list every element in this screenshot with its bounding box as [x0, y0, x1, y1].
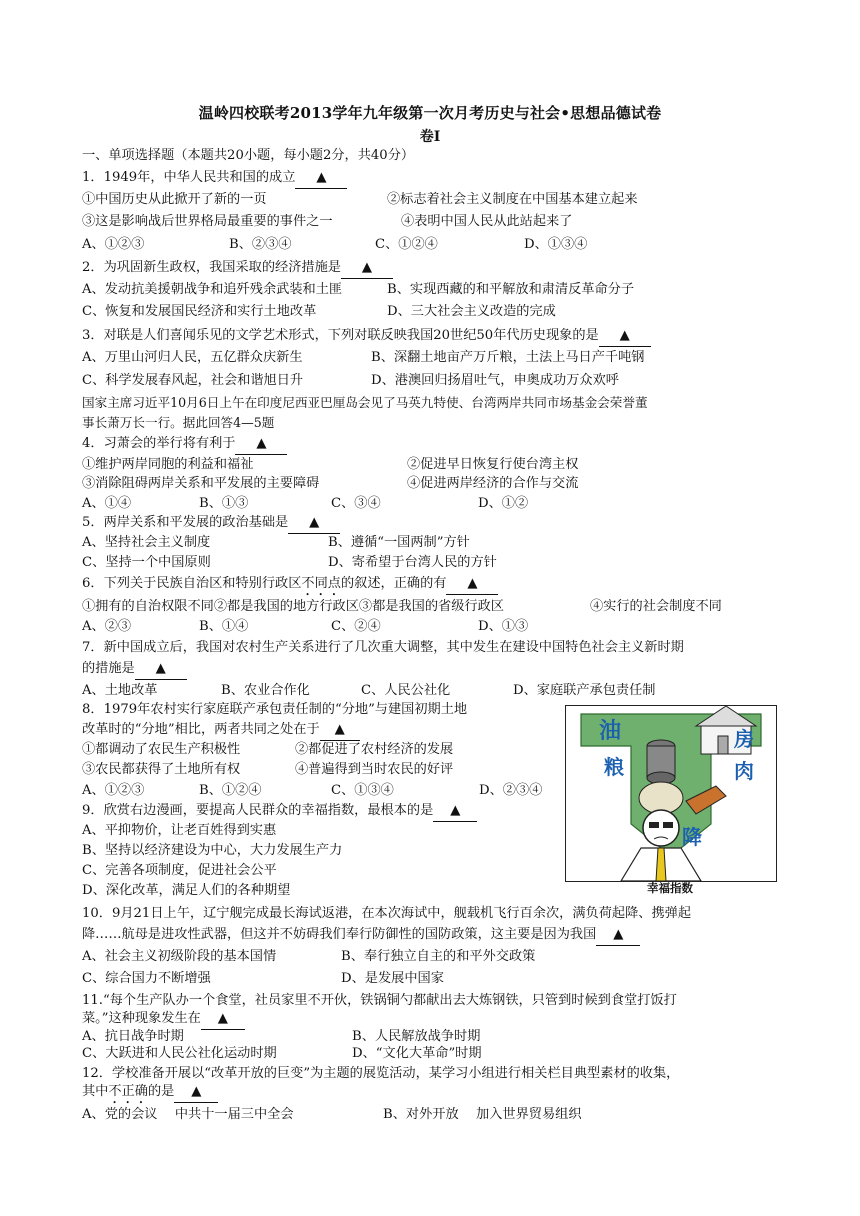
- question-11-stem-line-1: 11.“每个生产队办一个食堂，社员家里不开伙，铁锅铜勺都献出去大炼钢铁，只管到时候到食堂打饭打: [82, 993, 677, 1008]
- question-9-option-c: C、完善各项制度，促进社会公平: [82, 863, 277, 878]
- section-heading: 一、单项选择题（本题共20小题，每小题2分，共40分）: [82, 148, 415, 163]
- question-7-stem-line-2: 的措施是 ▲: [82, 659, 187, 680]
- emphasis-text: 不同点: [301, 576, 341, 591]
- question-6-option-a: A、②③: [82, 619, 132, 634]
- question-11-stem-line-2: 菜。”这种现象发生在 ▲: [82, 1009, 245, 1030]
- answer-blank: ▲: [599, 326, 651, 347]
- question-1-option-d: D、①③④: [524, 237, 588, 252]
- question-8-statement-1: ①都调动了农民生产积极性: [82, 742, 241, 757]
- material-text-line-2: 事长萧万长一行。据此回答4—5题: [82, 415, 275, 430]
- question-9-option-d: D、深化改革，满足人们的各种期望: [82, 883, 291, 898]
- answer-blank: ▲: [174, 1082, 218, 1103]
- question-1-option-c: C、①②④: [375, 237, 438, 252]
- question-5-option-c: C、坚持一个中国原则: [82, 555, 211, 570]
- question-1-stem: 1．1949年，中华人民共和国的成立 ▲: [82, 168, 347, 189]
- cartoon-caption: 幸福指数: [647, 881, 693, 895]
- question-8-statement-3: ③农民都获得了土地所有权: [82, 762, 241, 777]
- answer-blank: ▲: [341, 258, 393, 279]
- question-1-statement-3: ③这是影响战后世界格局最重要的事件之一: [82, 214, 333, 229]
- question-4-statement-2: ②促进早日恢复行使台湾主权: [407, 457, 579, 472]
- question-4-statement-4: ④促进两岸经济的合作与交流: [407, 476, 579, 491]
- material-text-line-1: 国家主席习近平10月6日上午在印度尼西亚巴厘岛会见了马英九特使、台湾两岸共同市场基金会荣誉董: [82, 395, 648, 410]
- question-12-stem-line-1: 12．学校准备开展以“改革开放的巨变”为主题的展览活动，某学习小组进行相关栏目典型素材的收集，: [82, 1066, 680, 1081]
- decrease-label: 降: [682, 825, 702, 849]
- oil-barrel-icon: [647, 740, 675, 784]
- question-4-statement-3: ③消除阻碍两岸关系和平发展的主要障碍: [82, 476, 320, 491]
- question-10-stem-line-2: 降……航母是进攻性武器，但这并不妨碍我们奉行防御性的国防政策，这主要是因为我国 ▲: [82, 925, 640, 946]
- question-4-option-c: C、③④: [331, 496, 381, 511]
- question-4-statement-1: ①维护两岸同胞的利益和福祉: [82, 457, 254, 472]
- question-2-option-d: D、三大社会主义改造的完成: [387, 304, 556, 319]
- question-6-statement-4: ④实行的社会制度不同: [590, 599, 722, 614]
- question-1-option-b: B、②③④: [229, 237, 292, 252]
- answer-blank: ▲: [596, 925, 640, 946]
- question-1-statement-1: ①中国历史从此掀开了新的一页: [82, 192, 267, 207]
- question-12-option-b: B、对外开放 加入世界贸易组织: [383, 1107, 582, 1122]
- question-11-option-d: D、“文化大革命”时期: [352, 1046, 482, 1061]
- question-8-option-d: D、②③④: [479, 783, 543, 798]
- question-5-option-d: D、寄希望于台湾人民的方针: [328, 555, 497, 570]
- question-8-statement-4: ④普遍得到当时农民的好评: [295, 762, 454, 777]
- answer-blank: ▲: [446, 574, 498, 595]
- question-11-option-c: C、大跃进和人民公社化运动时期: [82, 1046, 277, 1061]
- question-10-option-c: C、综合国力不断增强: [82, 971, 211, 986]
- question-3-option-b: B、深翻土地亩产万斤粮，土法上马日产千吨钢: [371, 350, 645, 365]
- question-1-statement-4: ④表明中国人民从此站起来了: [401, 214, 573, 229]
- question-2-stem: 2．为巩固新生政权，我国采取的经济措施是 ▲: [82, 258, 393, 279]
- question-4-stem: 4．习萧会的举行将有利于 ▲: [82, 434, 287, 455]
- answer-blank: ▲: [295, 168, 347, 189]
- answer-blank: ▲: [433, 801, 477, 822]
- question-4-option-b: B、①③: [199, 496, 249, 511]
- question-3-option-c: C、科学发展春风起，社会和谐旭日升: [82, 373, 304, 388]
- answer-blank: ▲: [288, 513, 340, 534]
- question-8-stem-line-1: 8．1979年农村实行家庭联产承包责任制的“分地”与建国初期土地: [82, 702, 468, 717]
- question-6-option-b: B、①④: [199, 619, 249, 634]
- question-12-option-a: A、党的会议 中共十一届三中全会: [82, 1107, 294, 1122]
- question-8-stem-line-2: 改革时的“分地”相比，两者共同之处在于 ▲: [82, 720, 360, 741]
- question-11-option-b: B、人民解放战争时期: [352, 1029, 481, 1044]
- answer-blank: ▲: [135, 659, 187, 680]
- question-10-option-a: A、社会主义初级阶段的基本国情: [82, 949, 277, 964]
- answer-blank: ▲: [201, 1009, 245, 1030]
- question-10-option-b: B、奉行独立自主的和平外交政策: [341, 949, 536, 964]
- question-5-option-a: A、坚持社会主义制度: [82, 535, 211, 550]
- question-4-option-d: D、①②: [478, 496, 529, 511]
- question-8-option-a: A、①②③: [82, 783, 145, 798]
- meat-label: 肉: [734, 759, 754, 783]
- house-label: 房: [734, 727, 754, 751]
- question-7-option-d: D、家庭联产承包责任制: [513, 683, 656, 698]
- exam-title: 温岭四校联考2013学年九年级第一次月考历史与社会•思想品德试卷: [198, 104, 662, 122]
- question-7-option-c: C、人民公社化: [361, 683, 451, 698]
- question-9-option-b: B、坚持以经济建设为中心，大力发展生产力: [82, 843, 343, 858]
- rice-sack-icon: [639, 782, 683, 814]
- cartoon-drawing: [566, 706, 776, 881]
- question-5-option-b: B、遵循“一国两制”方针: [328, 535, 470, 550]
- question-8-option-c: C、①③④: [331, 783, 394, 798]
- question-3-option-a: A、万里山河归人民，五亿群众庆新生: [82, 350, 303, 365]
- answer-blank: ▲: [320, 720, 360, 741]
- question-7-option-a: A、土地改革: [82, 683, 158, 698]
- question-9-option-a: A、平抑物价，让老百姓得到实惠: [82, 823, 277, 838]
- question-6-option-d: D、①③: [478, 619, 529, 634]
- question-2-option-c: C、恢复和发展国民经济和实行土地改革: [82, 304, 317, 319]
- exam-volume-label: 卷Ⅰ: [419, 129, 441, 145]
- question-1-statement-2: ②标志着社会主义制度在中国基本建立起来: [387, 192, 638, 207]
- question-10-option-d: D、是发展中国家: [341, 971, 444, 986]
- question-2-option-b: B、实现西藏的和平解放和肃清反革命分子: [387, 282, 635, 297]
- question-8-statement-2: ②都促进了农村经济的发展: [295, 742, 454, 757]
- question-6-statements: ①拥有的自治权限不同②都是我国的地方行政区③都是我国的省级行政区: [82, 599, 504, 614]
- emphasis-text: 不正确: [108, 1084, 148, 1099]
- question-11-option-a: A、抗日战争时期: [82, 1029, 184, 1044]
- question-10-stem-line-1: 10．9月21日上午，辽宁舰完成最长海试返港，在本次海试中，舰载机飞行百余次，满负荷起降、携弹起: [82, 906, 692, 921]
- answer-blank: ▲: [235, 434, 287, 455]
- question-3-stem: 3．对联是人们喜闻乐见的文学艺术形式，下列对联反映我国20世纪50年代历史现象的是 ▲: [82, 326, 651, 347]
- happiness-index-cartoon: [565, 705, 777, 882]
- question-12-stem-line-2: 其中不正确的是 ▲: [82, 1082, 218, 1107]
- question-6-option-c: C、②④: [331, 619, 381, 634]
- question-3-option-d: D、港澳回归扬眉吐气，申奥成功万众欢呼: [371, 373, 619, 388]
- question-5-stem: 5．两岸关系和平发展的政治基础是 ▲: [82, 513, 340, 534]
- question-6-stem: 6．下列关于民族自治区和特别行政区不同点的叙述，正确的有 ▲: [82, 574, 498, 599]
- question-8-option-b: B、①②④: [199, 783, 262, 798]
- question-7-option-b: B、农业合作化: [221, 683, 310, 698]
- question-1-option-a: A、①②③: [82, 237, 145, 252]
- oil-label: 油: [599, 719, 622, 744]
- grain-label: 粮: [604, 755, 624, 779]
- question-2-option-a: A、发动抗美援朝战争和追歼残余武装和土匪: [82, 282, 343, 297]
- question-9-stem: 9．欣赏右边漫画，要提高人民群众的幸福指数，最根本的是 ▲: [82, 801, 477, 822]
- question-4-option-a: A、①④: [82, 496, 132, 511]
- question-7-stem-line-1: 7．新中国成立后，我国对农村生产关系进行了几次重大调整，其中发生在建设中国特色社会主义新时期: [82, 640, 684, 655]
